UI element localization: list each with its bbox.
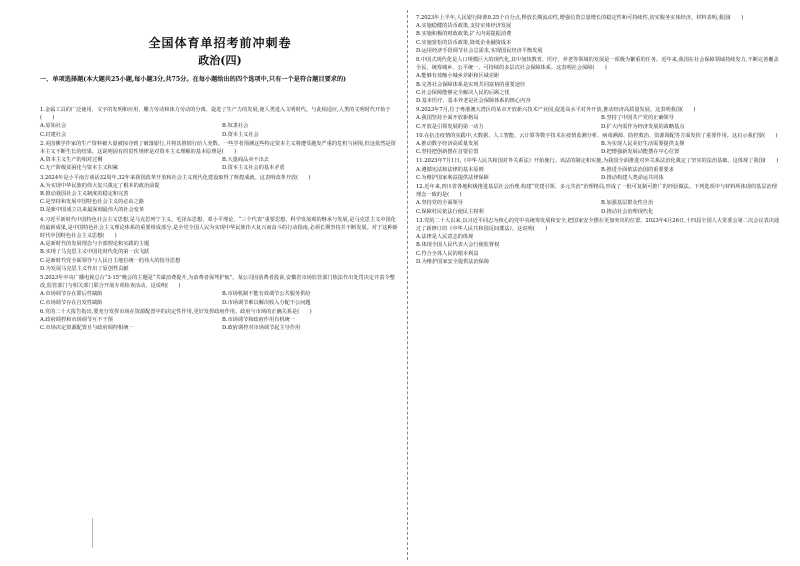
option-group — [40, 182, 400, 215]
section-heading: 一、单项选择题(本大题共25小题,每小题3分,共75分。在每小题给出的四个选项中,只有一个是符合题目要求的) — [40, 76, 347, 83]
answer-option: D.为发展马克思主义作出了原创性贡献 — [40, 265, 129, 272]
answer-option: D.为维护国家安全提供法治保障 — [416, 258, 490, 265]
answer-option: D.资本主义社会的基本矛盾 — [222, 165, 285, 172]
question-stem: 8.中国式现代化是人口规模巨大的现代化,其中加快教育、医疗、养老等领域的发展是一项极为繁重的任务。近年来,我国在社会保障领域持续发力,不断完善覆盖全民、统筹城乡、公平统一、可持续的多层次社会保障体系。这表明社会保障( ) — [416, 57, 779, 72]
answer-option: D.基本医疗、基本养老是社会保障体系的核心内容 — [416, 98, 531, 105]
question-item — [416, 183, 782, 216]
question-list-right — [416, 14, 782, 267]
answer-option: A.能够有效缩小城乡差距和区域差距 — [416, 73, 500, 80]
question-item — [40, 106, 400, 139]
option-group — [416, 72, 782, 105]
answer-option: A.是新时代的发展理念与全部理论和实践的主题 — [40, 241, 150, 248]
option-group — [40, 240, 400, 273]
question-item — [40, 216, 400, 273]
answer-option: B.奴隶社会 — [222, 123, 249, 130]
answer-option: B.实施积极的财政政策,扩大内需提振消费 — [416, 31, 512, 38]
option-group — [416, 114, 782, 130]
answer-option: C.封建社会 — [40, 131, 67, 138]
question-stem: 6.党的二十大报告指出,要充分发挥市场在资源配置中的决定性作用,更好发挥政府作用。政府与市场的正确关系是( ) — [40, 308, 312, 315]
option-group — [40, 290, 400, 306]
answer-option: D.把增强新发展动能摆在中心位置 — [601, 149, 680, 156]
answer-option: A.坚持党的全面领导 — [416, 200, 463, 207]
answer-option: C.是新时代党全面领导与人民自主地位统一的伟大的指导思想 — [40, 257, 181, 264]
answer-option: C.无产阶级贫困化与资本主义积累 — [40, 165, 119, 172]
answer-option: D.是新中国成立以来最深刻最伟大的社会变革 — [40, 207, 145, 214]
question-stem: 10.在抗击疫情的实践中,大数据、人工智能、云计算等数字技术在疫情监测分析、病毒溯源、防控救治、资源调配等方面发挥了重要作用。这启示我们要( ) — [416, 132, 778, 139]
option-group — [416, 233, 782, 266]
answer-option: C.市场调节存在自发性缺陷 — [40, 299, 103, 306]
answer-option: B.推进全面依法治国的重要要求 — [601, 166, 674, 173]
answer-option: C.是坚持和发展中国特色社会主义的必由之路 — [40, 199, 144, 206]
question-item — [416, 132, 782, 157]
answer-option: A.原始社会 — [40, 123, 67, 130]
answer-option: B.体现全国人民代表大会行使监督权 — [416, 242, 500, 249]
answer-option: B.市场调节和政府作用有机统一 — [222, 317, 295, 324]
question-stem: 13.党的二十大以来,以习近平同志为核心的党中央统筹发展和安全,把国家安全摆在更加突出的位置。2023年4月26日,十四届全国人大常委会第二次会议表决通过了新修订的《中华人民共和国反间谍法》。这说明( ) — [416, 217, 780, 233]
question-stem: 2.美国佛学作家的生产资料被大量被掠夺到了破落银行,并将其推销行给人充数。一些学者预测这些特定资本主义将遭受越发严重的危机与困境,但这依然是资本主义不断生长的结果。这说明固有的贯性规律是对资本主义理解的基本原理是( ) — [40, 140, 396, 156]
question-item — [40, 274, 400, 307]
answer-option: B.市场机制不能有效调节公共服务供给 — [222, 291, 311, 298]
question-stem: 5.2023年中央广播电视总台“3·15”晚会的主题是“共谋消费提升,为消费者保驾护航”。某公司因消费者投诉,安徽省市场监管部门依法作出处罚决定并责令整改,监管部门与相关部门联合开展专项检查活动。这说明( ) — [40, 275, 395, 290]
column-divider — [407, 10, 408, 560]
question-item — [416, 157, 782, 182]
answer-option: C.市场决定资源配置且与政府调控相统一 — [40, 325, 134, 332]
question-stem: 3.2024年是小平南方谈话32周年,32年来我国改革开放和社会主义现代化建设取得了辉煌成就。这表明改革开放( ) — [40, 174, 311, 181]
answer-option: D.推动社会治理现代化 — [601, 208, 654, 215]
answer-option: A.实施稳健的货币政策,支持实体经济发展 — [416, 23, 512, 30]
answer-option: B.实现了马克思主义中国化时代化的第一次飞跃 — [40, 249, 150, 256]
option-group — [40, 156, 400, 172]
answer-option: B.大量商品卖不出去 — [222, 157, 269, 164]
question-stem: 1.金属工具的广泛使用、文字的发明和应用、雕力劳动和体力劳动的分离、促进了生产力的发展,使人类进入文明时代。与此相适应,人类的文明时代开始于( ) — [40, 107, 391, 122]
answer-option: D.政府调控对市场调节起主导作用 — [222, 325, 301, 332]
question-item — [416, 106, 782, 131]
answer-option: D.扩大内需作为经济发展的战略基点 — [601, 123, 685, 130]
question-stem: 7.2023年上半年,人民银行降准0.25个百分点,释放长期流动性,增强信贷总量增长的稳定性和可持续性,切实服务实体经济。材料表明,我国( ) — [416, 15, 744, 21]
question-item — [40, 140, 400, 173]
answer-option: C.社会保障能够完全解决人民的后顾之忧 — [416, 89, 510, 96]
answer-option: A.资本主义生产的相对过剩 — [40, 157, 103, 164]
margin-mark — [92, 518, 93, 548]
answer-option: B.完善社会保障体系是实现共同富裕的重要途径 — [416, 81, 526, 88]
answer-option: A.政府调控和市场调节互不干预 — [40, 317, 113, 324]
answer-option: A.我国坚持全面开放新格局 — [416, 115, 479, 122]
option-group — [416, 166, 782, 182]
answer-option: A.推动数字经济高质量发展 — [416, 141, 479, 148]
answer-option: B.加强基层群众性自治 — [601, 200, 654, 207]
question-item — [416, 56, 782, 105]
option-group — [40, 122, 400, 138]
answer-option: D.运用经济手段调节社会总需求,实现国民经济平衡发展 — [416, 47, 543, 54]
answer-option: C.为维护国家利益提供法律保障 — [416, 174, 489, 181]
answer-option: C.保障村民依法行使民主权利 — [416, 208, 484, 215]
question-item — [40, 174, 400, 215]
question-list-left — [40, 106, 400, 333]
answer-option: A.为实现中华民族的伟大复兴奠定了根本的政治前提 — [40, 182, 160, 189]
question-stem: 11.2023年7月1日,《中华人民共和国对外关系法》开始施行。该法的制定和实施,为我国全面推进对外关系法治化奠定了坚实的法治基础。这体现了我国( ) — [416, 158, 779, 165]
answer-option: A.法律是人民意志的体现 — [416, 234, 474, 241]
answer-option: B.为实现人民美好生活需要提供支撑 — [601, 141, 685, 148]
question-stem: 9.2023年7月,位于粤港澳大湾区的某市开放新兴技术产业园,促进高水平对外开放,推动经济高质量发展。这表明我国( ) — [416, 107, 696, 114]
answer-option: A.市场调节存在滞后性缺陷 — [40, 291, 103, 298]
answer-option: C.坚持把创新摆在首要位置 — [416, 149, 479, 156]
question-item — [416, 217, 782, 266]
question-item — [40, 308, 400, 333]
exam-title: 全国体育单招考前冲刺卷 — [148, 36, 292, 50]
answer-option: D.资本主义社会 — [222, 131, 259, 138]
option-group — [416, 140, 782, 156]
answer-option: D.市场调节难以解决收入分配不公问题 — [222, 299, 311, 306]
question-item — [416, 14, 782, 55]
answer-option: C.实施宽松的货币政策,降低企业融资成本 — [416, 39, 512, 46]
question-stem: 12.近年来,四川省各地积极推进基层社会治理,构建“党建引领、多元共治”治理格局,形成了一批可复制可推广的经验做法。下列选项中与材料所体现的基层治理理念一致的是( ) — [416, 184, 777, 199]
option-group — [40, 316, 400, 332]
exam-subtitle: 政治(四) — [198, 54, 242, 67]
binding-margin — [0, 0, 28, 566]
answer-option: B.推动我国社会主义制度的稳定和完善 — [40, 191, 129, 198]
option-group — [416, 199, 782, 215]
answer-option: C.开放是引领发展的第一动力 — [416, 123, 484, 130]
option-group — [416, 22, 782, 55]
answer-option: C.符合全体人民的根本利益 — [416, 250, 479, 257]
answer-option: D.推动构建人类命运共同体 — [601, 174, 664, 181]
answer-option: A.遵循宪法和法律的基本原则 — [416, 166, 484, 173]
answer-option: B.坚持了中国共产党的正确领导 — [601, 115, 674, 122]
question-stem: 4.习近平新时代中国特色社会主义思想,是马克思列宁主义、毛泽东思想、邓小平理论、“三个代表”重要思想、科学发展观的继承与发展,是马克思主义中国化的最新成果,是中国特色社会主义理论体系的重要组成部分,是全党全国人民为实现中华民族伟大复兴而奋斗的行动指南,必须长期坚持并不断发展。对于这种新时代中国特色社会主义思想( ) — [40, 216, 398, 240]
